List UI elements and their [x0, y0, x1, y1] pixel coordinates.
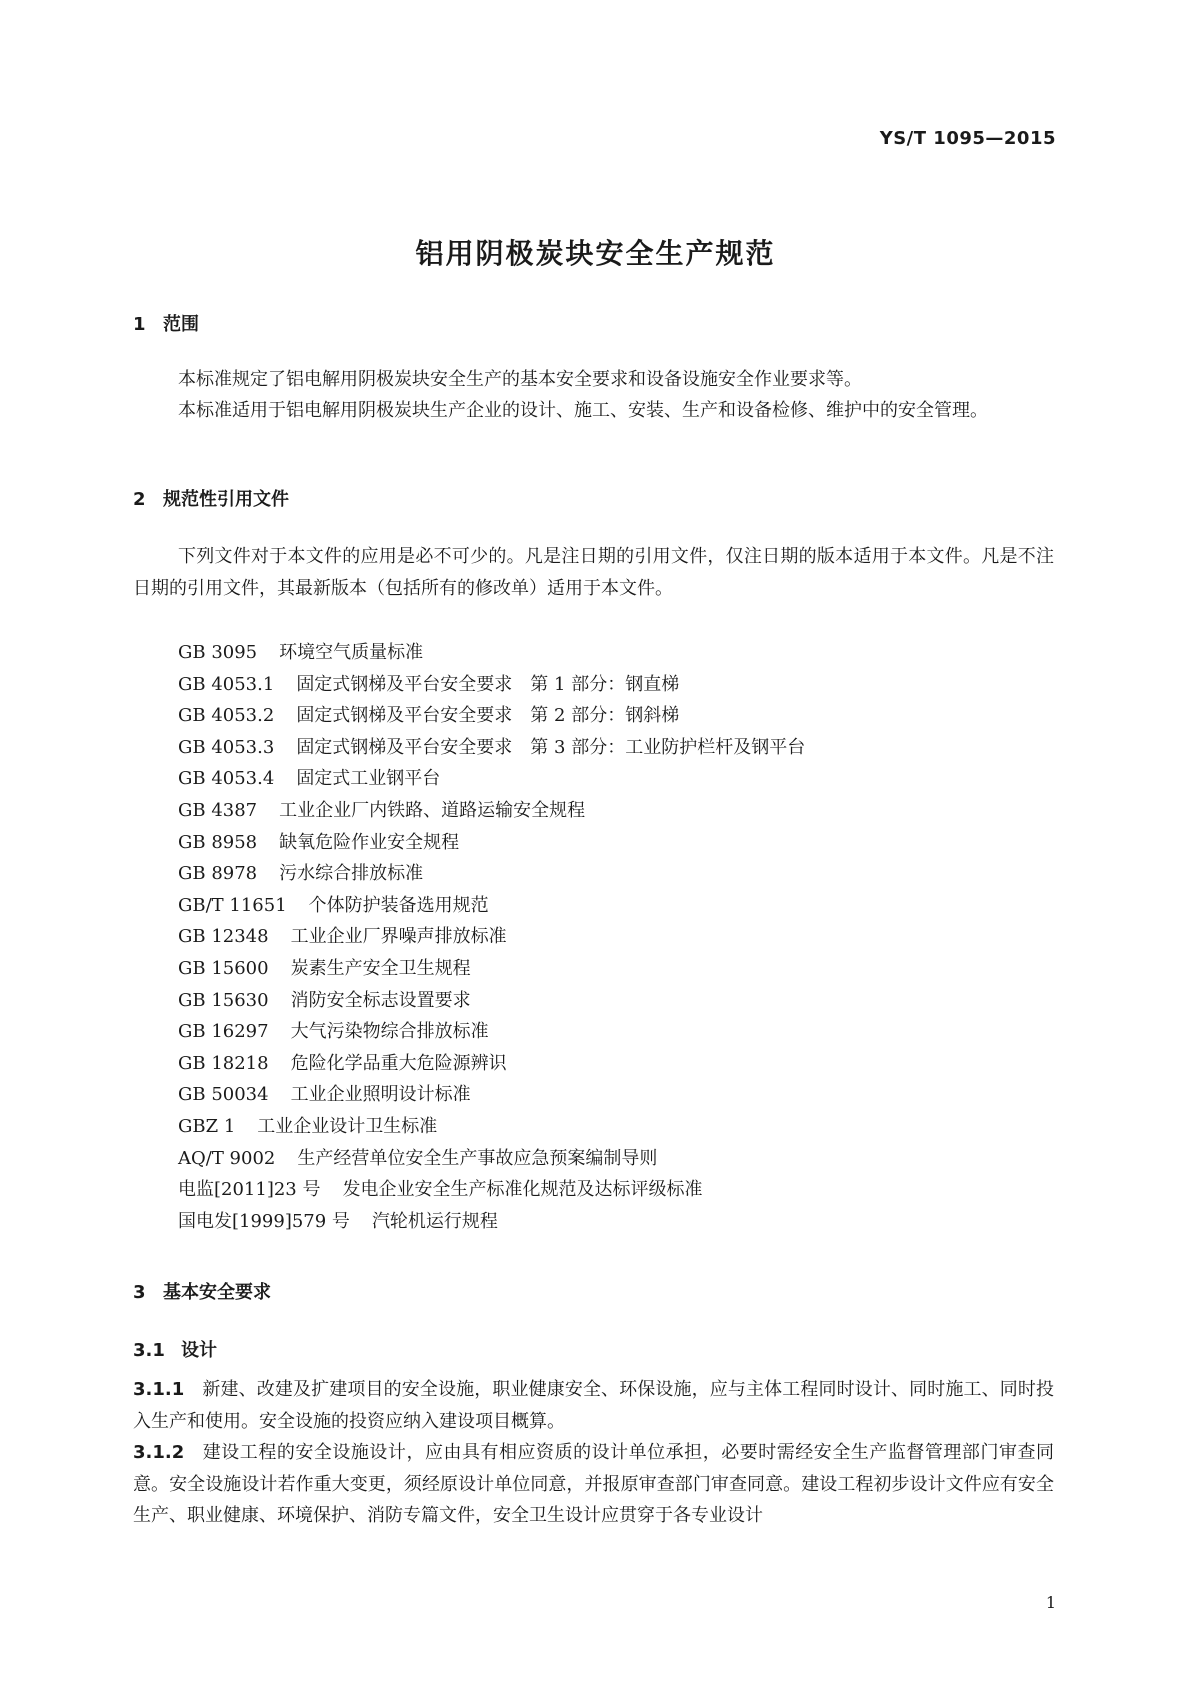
section-title: 范围 [163, 314, 199, 335]
page-number: 1 [1045, 1593, 1056, 1612]
reference-title: 个体防护装备选用规范 [308, 894, 489, 916]
clause-text: 建设工程的安全设施设计，应由具有相应资质的设计单位承担，必要时需经安全生产监督管理部门审查同意。安全设施设计若作重大变更，须经原设计单位同意，并报原审查部门审查同意。建设工程初步设计文件应有安全生产、职业健康、环境保护、消防专篇文件，安全卫生设计应贯穿于各专业设计 [133, 1442, 1054, 1526]
reference-item [178, 637, 805, 669]
section-number: 3 [133, 1282, 146, 1303]
section-title: 基本安全要求 [163, 1282, 271, 1303]
reference-title: 发电企业安全生产标准化规范及达标评级标准 [342, 1179, 703, 1201]
section-2-heading [133, 485, 289, 511]
reference-code: GB 8978 [178, 863, 258, 885]
reference-code: GB 15600 [178, 957, 269, 979]
reference-title: 汽轮机运行规程 [371, 1210, 498, 1232]
reference-item [178, 858, 805, 890]
reference-title: 消防安全标志设置要求 [290, 989, 471, 1011]
section-1-heading [133, 310, 199, 336]
reference-code: GB 12348 [178, 926, 269, 948]
section-2-intro: 下列文件对于本文件的应用是必不可少的。凡是注日期的引用文件，仅注日期的版本适用于本文件。凡是不注日期的引用文件，其最新版本（包括所有的修改单）适用于本文件。 [133, 546, 1054, 599]
reference-code: GB 3095 [178, 642, 258, 663]
reference-code: GB 8958 [178, 831, 258, 853]
reference-title: 工业企业照明设计标准 [290, 1084, 471, 1106]
reference-title: 环境空气质量标准 [279, 642, 424, 663]
section-3-heading [133, 1278, 271, 1304]
reference-code: GB 15630 [178, 989, 269, 1011]
reference-list [178, 637, 805, 1237]
subsection-number: 3.1 [133, 1340, 165, 1361]
reference-title: 大气污染物综合排放标准 [290, 1021, 489, 1043]
reference-title: 工业企业厂界噪声排放标准 [290, 926, 507, 948]
reference-code: GB 4053.3 [178, 736, 275, 758]
reference-code: GB 18218 [178, 1052, 269, 1074]
reference-item [178, 669, 805, 701]
reference-code: AQ/T 9002 [178, 1147, 276, 1169]
reference-item [178, 732, 805, 764]
clause-3-1-2 [133, 1437, 1054, 1532]
reference-code: 电监[2011]23 号 [178, 1179, 321, 1201]
reference-item [178, 1111, 805, 1143]
reference-item [178, 1048, 805, 1080]
reference-item [178, 1079, 805, 1111]
reference-title: 固定式钢梯及平台安全要求 第 1 部分：钢直梯 [296, 673, 680, 695]
reference-title: 危险化学品重大危险源辨识 [290, 1052, 507, 1074]
reference-code: GBZ 1 [178, 1115, 236, 1137]
reference-item [178, 1016, 805, 1048]
reference-item [178, 795, 805, 827]
subsection-3-1-heading [133, 1336, 217, 1362]
reference-item [178, 1174, 805, 1206]
reference-item [178, 1143, 805, 1175]
reference-title: 工业企业设计卫生标准 [257, 1115, 438, 1137]
reference-title: 固定式钢梯及平台安全要求 第 3 部分：工业防护栏杆及钢平台 [296, 736, 806, 758]
reference-title: 固定式工业钢平台 [296, 768, 441, 790]
reference-code: GB 4053.4 [178, 768, 275, 790]
section-1-paragraph-1: 本标准规定了铝电解用阴极炭块安全生产的基本安全要求和设备设施安全作业要求等。 [178, 369, 862, 390]
reference-code: GB 4053.1 [178, 673, 275, 695]
standard-code: YS/T 1095—2015 [879, 128, 1056, 149]
reference-item [178, 700, 805, 732]
section-1-paragraph-2: 本标准适用于铝电解用阴极炭块生产企业的设计、施工、安装、生产和设备检修、维护中的安全管理。 [178, 400, 988, 421]
subsection-title: 设计 [181, 1340, 217, 1361]
reference-title: 固定式钢梯及平台安全要求 第 2 部分：钢斜梯 [296, 705, 680, 727]
section-number: 2 [133, 489, 146, 510]
reference-code: GB/T 11651 [178, 894, 287, 916]
reference-code: GB 4387 [178, 799, 258, 821]
reference-item [178, 953, 805, 985]
clause-number: 3.1.1 [133, 1379, 185, 1400]
clause-number: 3.1.2 [133, 1442, 185, 1463]
reference-title: 炭素生产安全卫生规程 [290, 957, 471, 979]
reference-item [178, 985, 805, 1017]
reference-code: GB 4053.2 [178, 705, 275, 727]
reference-code: 国电发[1999]579 号 [178, 1210, 350, 1232]
reference-item [178, 1206, 805, 1238]
reference-item [178, 890, 805, 922]
reference-item [178, 763, 805, 795]
reference-code: GB 50034 [178, 1084, 269, 1106]
reference-item [178, 827, 805, 859]
reference-item [178, 921, 805, 953]
reference-title: 生产经营单位安全生产事故应急预案编制导则 [297, 1147, 658, 1169]
section-title: 规范性引用文件 [163, 489, 289, 510]
section-number: 1 [133, 314, 146, 335]
document-title: 铝用阴极炭块安全生产规范 [415, 237, 776, 270]
reference-title: 工业企业厂内铁路、道路运输安全规程 [279, 799, 586, 821]
reference-title: 缺氧危险作业安全规程 [279, 831, 460, 853]
reference-title: 污水综合排放标准 [279, 863, 424, 885]
clause-text: 新建、改建及扩建项目的安全设施，职业健康安全、环保设施，应与主体工程同时设计、同时施工、同时投入生产和使用。安全设施的投资应纳入建设项目概算。 [133, 1379, 1054, 1432]
clause-3-1-1 [133, 1374, 1054, 1437]
reference-code: GB 16297 [178, 1021, 269, 1043]
